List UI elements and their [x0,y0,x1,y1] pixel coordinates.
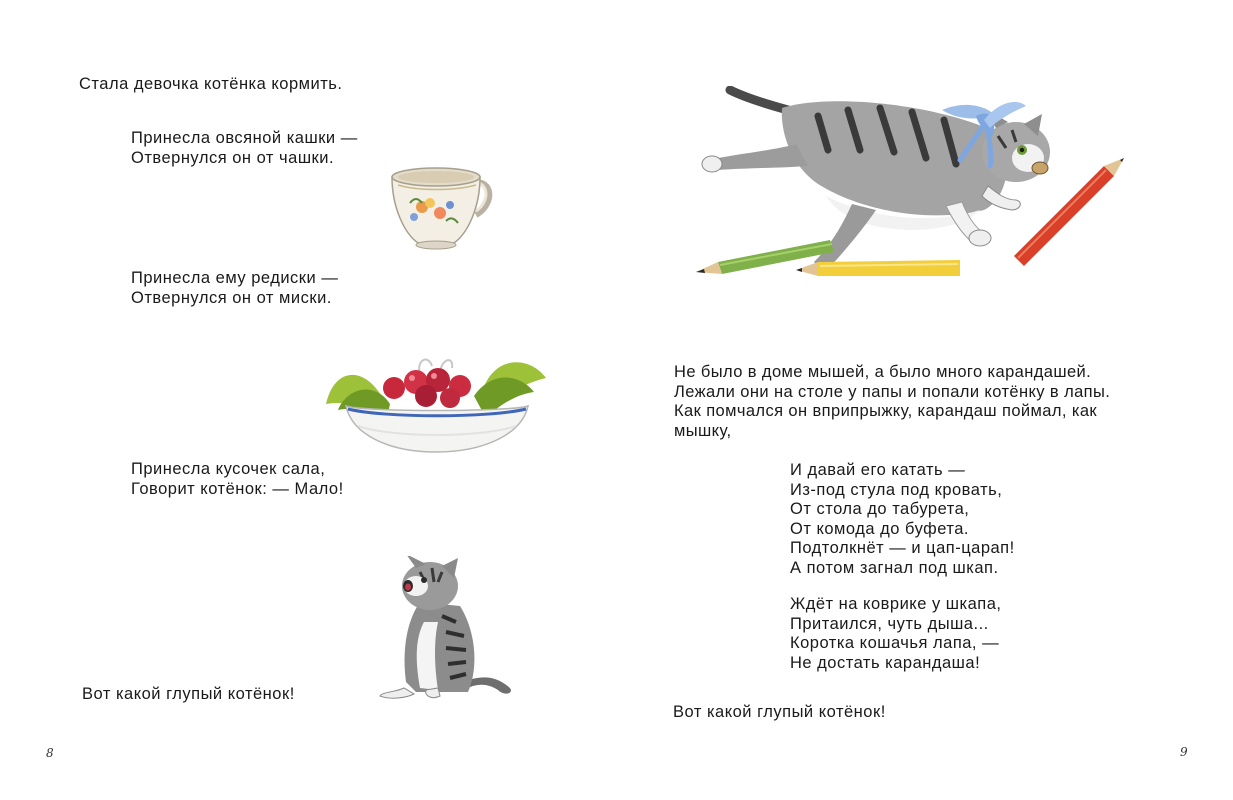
prose-line: Лежали они на столе у папы и попали котёнку в лапы. [674,382,1111,401]
verse-line: А потом загнал под шкап. [790,558,999,577]
right-stanza-1 [790,461,1015,578]
intro-line: Стала девочка котёнка кормить. [79,75,343,93]
right-closing-line: Вот какой глупый котёнок! [673,703,886,721]
prose-line: Не было в доме мышей, а было много карандашей. [674,363,1092,381]
prose-line: мышку, [674,421,732,440]
right-stanza-2 [790,595,1001,673]
sitting-kitten-illustration [376,556,518,702]
left-stanza-2 [131,269,338,308]
verse-line: Не достать карандаша! [790,653,981,672]
page-number-right: 9 [1180,745,1188,759]
verse-line: Принесла ему редиски — [131,269,339,287]
verse-line: Притаился, чуть дыша... [790,614,989,633]
leaping-kitten-scene [696,86,1144,282]
verse-line: Принесла овсяной кашки — [131,129,358,147]
verse-line: От стола до табурета, [790,500,970,518]
yellow-pencil-illustration [796,260,960,276]
teacup-illustration [388,163,498,253]
left-stanza-3 [131,460,344,499]
right-prose-paragraph [674,363,1146,441]
verse-line: Подтолкнёт — и цап-царап! [790,539,1015,557]
verse-line: Отвернулся он от чашки. [131,148,335,167]
verse-line: Коротка кошачья лапа, — [790,634,1000,652]
verse-line: Ждёт на коврике у шкапа, [790,595,1002,613]
page-number-left: 8 [46,746,54,760]
verse-line: От комода до буфета. [790,519,969,538]
verse-line: Отвернулся он от миски. [131,288,332,307]
left-stanza-1 [131,129,358,168]
verse-line: И давай его катать — [790,461,966,479]
left-closing-line: Вот какой глупый котёнок! [82,685,295,703]
right-page [616,0,1233,800]
left-page [0,0,616,800]
leaping-kitten-illustration [702,90,1050,266]
verse-line: Принесла кусочек сала, [131,460,326,478]
verse-line: Говорит котёнок: — Мало! [131,479,344,498]
radish-bowl-illustration [324,352,550,456]
prose-line: Как помчался он вприпрыжку, карандаш поймал, как [674,402,1098,420]
verse-line: Из-под стула под кровать, [790,480,1003,499]
